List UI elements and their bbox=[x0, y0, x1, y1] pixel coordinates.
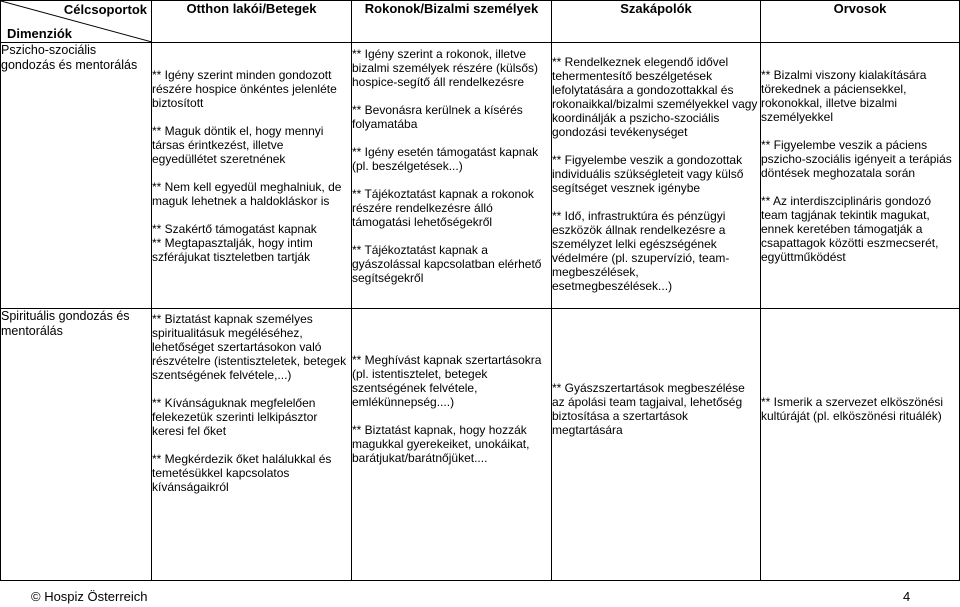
header-row bbox=[1, 1, 960, 43]
table-row-spiritual bbox=[1, 309, 960, 581]
column-header-relatives: Rokonok/Bizalmi személyek bbox=[352, 1, 552, 43]
cell-spiritual-nurses bbox=[552, 309, 761, 581]
paragraph: ** Nem kell egyedül meghalniuk, de maguk lehetnek a haldokláskor is bbox=[152, 180, 342, 208]
cell-spiritual-doctors bbox=[761, 309, 960, 581]
cell-psychosocial-relatives bbox=[352, 43, 552, 309]
paragraph: ** Figyelembe veszik a gondozottak individuális szükségleteit vagy külső segítséget vesznek igénybe bbox=[552, 153, 744, 195]
paragraph: ** Tájékoztatást kapnak a rokonok részére rendelkezésre álló támogatási lehetőségekről bbox=[352, 187, 534, 229]
paragraph: ** Gyászszertartások megbeszélése az ápolási team tagjaival, lehetőség biztosítása a szertartások megtartására bbox=[552, 381, 745, 437]
row-header-psychosocial: Pszicho-szociális gondozás és mentorálás bbox=[1, 43, 152, 309]
paragraph: ** Kívánságuknak megfelelően felekezetük szerinti lelkipásztor keresi fel őket bbox=[152, 396, 318, 438]
column-header-residents: Otthon lakói/Betegek bbox=[152, 1, 352, 43]
paragraph: ** Bevonásra kerülnek a kísérés folyamatába bbox=[352, 103, 523, 131]
paragraph: ** Igény szerint a rokonok, illetve bizalmi személyek részére (külsős) hospice-segítő áll rendelkezésre bbox=[352, 47, 539, 89]
dimensions-label: Dimenziók bbox=[7, 26, 73, 41]
paragraph: ** Megkérdezik őket halálukkal és temetésükkel kapcsolatos kívánságaikról bbox=[152, 452, 332, 494]
cell-psychosocial-residents bbox=[152, 43, 352, 309]
paragraph: ** Figyelembe veszik a páciens pszicho-szociális igényeit a terápiás döntések meghozatala során bbox=[761, 138, 952, 180]
row-header-spiritual: Spirituális gondozás és mentorálás bbox=[1, 309, 152, 581]
page-number: 4 bbox=[903, 589, 911, 604]
target-groups-label: Célcsoportok bbox=[63, 2, 147, 17]
cell-spiritual-residents bbox=[152, 309, 352, 581]
paragraph: ** Szakértő támogatást kapnak ** Megtapasztalják, hogy intim szférájukat tiszteletben tartják bbox=[152, 222, 317, 264]
paragraph: ** Rendelkeznek elegendő idővel tehermentesítő beszélgetések lefolytatására a gondozottakkal és rokonaikkal/bizalmi személyekkel vagy koordinálják a pszicho-szociális gondozási tevékenységet bbox=[552, 55, 758, 139]
paragraph: ** Igény esetén támogatást kapnak (pl. beszélgetések...) bbox=[352, 145, 539, 173]
paragraph: ** Ismerik a szervezet elköszönési kultúráját (pl. elköszönési rituálék) bbox=[761, 395, 944, 423]
paragraph: ** Igény szerint minden gondozott részére hospice önkéntes jelenléte biztosított bbox=[152, 68, 337, 110]
paragraph: ** Tájékoztatást kapnak a gyászolással kapcsolatban elérhető segítségekről bbox=[352, 243, 542, 285]
table-row-psychosocial bbox=[1, 43, 960, 309]
column-header-doctors: Orvosok bbox=[761, 1, 960, 43]
paragraph: ** Bizalmi viszony kialakítására törekednek a páciensekkel, rokonokkal, illetve bizalmi személyekkel bbox=[761, 68, 927, 124]
paragraph: ** Biztatást kapnak, hogy hozzák magukkal gyerekeiket, unokáikat, barátjukat/barátnőjüket.... bbox=[352, 423, 530, 465]
paragraph: ** Idő, infrastruktúra és pénzügyi eszközök állnak rendelkezésre a személyzet lelki egészségének védelmére (pl. szupervízió, team-megbeszélések, esetmegbeszélések...) bbox=[552, 209, 730, 293]
cell-spiritual-relatives bbox=[352, 309, 552, 581]
corner-header-cell bbox=[1, 1, 152, 43]
cell-psychosocial-doctors bbox=[761, 43, 960, 309]
column-header-nurses: Szakápolók bbox=[552, 1, 761, 43]
paragraph: ** Az interdiszciplináris gondozó team tagjának tekintik magukat, ennek keretében támogatják a csapattagok közötti eszmecserét, együttműködést bbox=[761, 194, 939, 264]
footer-copyright: © Hospiz Österreich bbox=[31, 589, 148, 604]
cell-psychosocial-nurses bbox=[552, 43, 761, 309]
paragraph: ** Maguk döntik el, hogy mennyi társas érintkezést, illetve egyedüllétet szeretnének bbox=[152, 124, 324, 166]
paragraph: ** Biztatást kapnak személyes spiritualitásuk megéléséhez, lehetőséget szertartásokon való részvételre (istentiszteletek, betegek szentségének felvétele,...) bbox=[152, 312, 347, 382]
paragraph: ** Meghívást kapnak szertartásokra (pl. istentisztelet, betegek szentségének felvétele, emlékünnepség....) bbox=[352, 353, 542, 409]
